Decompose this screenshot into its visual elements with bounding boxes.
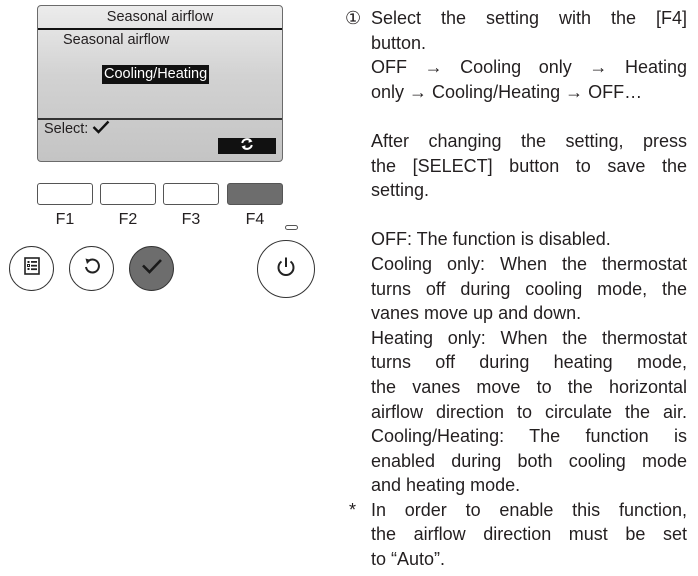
step-line: button. xyxy=(371,32,427,53)
save-line: setting. xyxy=(371,180,430,201)
step-line: OFF → Cooling only → Heating xyxy=(371,57,687,78)
step-1 xyxy=(345,6,687,498)
step-line: Select the setting with the [F4] xyxy=(371,8,687,28)
screen-title-divider xyxy=(38,28,282,30)
note-line: the airflow direction must be set xyxy=(371,524,687,545)
power-icon xyxy=(276,256,296,283)
desc-line: Cooling/Heating: The function is xyxy=(371,426,687,447)
f3-label: F3 xyxy=(181,211,201,228)
save-line: the [SELECT] button to save the xyxy=(371,155,687,176)
operation-led xyxy=(285,225,298,230)
step-line: only → Cooling/Heating → OFF… xyxy=(371,81,643,102)
screen-f4-refresh-indicator xyxy=(218,138,276,154)
f2-label: F2 xyxy=(118,211,138,228)
desc-line: Cooling only: When the thermostat xyxy=(371,253,687,274)
return-icon xyxy=(83,257,101,280)
step-number: ① xyxy=(345,8,362,28)
menu-icon xyxy=(24,257,40,280)
desc-line: turns off during cooling mode, the xyxy=(371,278,687,299)
f3-key[interactable] xyxy=(163,183,219,205)
screen-select-hint xyxy=(44,120,110,138)
check-icon xyxy=(141,258,163,279)
instructions xyxy=(345,6,687,572)
f4-label: F4 xyxy=(245,211,265,228)
f1-label: F1 xyxy=(55,211,75,228)
power-button[interactable] xyxy=(257,240,315,298)
screen-title: Seasonal airflow xyxy=(106,9,214,25)
desc-line: Heating only: When the thermostat xyxy=(371,327,687,348)
lcd-screen xyxy=(37,5,283,162)
f1-key[interactable] xyxy=(37,183,93,205)
desc-line: airflow direction to circulate the air. xyxy=(371,401,687,422)
desc-line: OFF: The function is disabled. xyxy=(371,229,611,250)
f2-key[interactable] xyxy=(100,183,156,205)
desc-line: turns off during heating mode, xyxy=(371,352,687,373)
return-button[interactable] xyxy=(69,246,114,291)
desc-line: the vanes move to the horizontal xyxy=(371,376,687,397)
menu-button[interactable] xyxy=(9,246,54,291)
desc-line: enabled during both cooling mode xyxy=(371,450,687,471)
f4-key[interactable] xyxy=(227,183,283,205)
refresh-icon xyxy=(240,137,254,156)
select-button[interactable] xyxy=(129,246,174,291)
note xyxy=(345,498,687,572)
screen-selected-value: Cooling/Heating xyxy=(104,66,208,82)
note-line: In order to enable this function, xyxy=(371,499,687,520)
note-line: to “Auto”. xyxy=(371,549,446,570)
select-label: Select: xyxy=(44,121,89,137)
save-line: After changing the setting, press xyxy=(371,130,687,151)
note-marker: * xyxy=(349,499,357,520)
screen-setting-label: Seasonal airflow xyxy=(63,32,170,48)
desc-line: and heating mode. xyxy=(371,475,521,496)
checkmark-icon xyxy=(92,120,110,138)
desc-line: vanes move up and down. xyxy=(371,303,582,324)
